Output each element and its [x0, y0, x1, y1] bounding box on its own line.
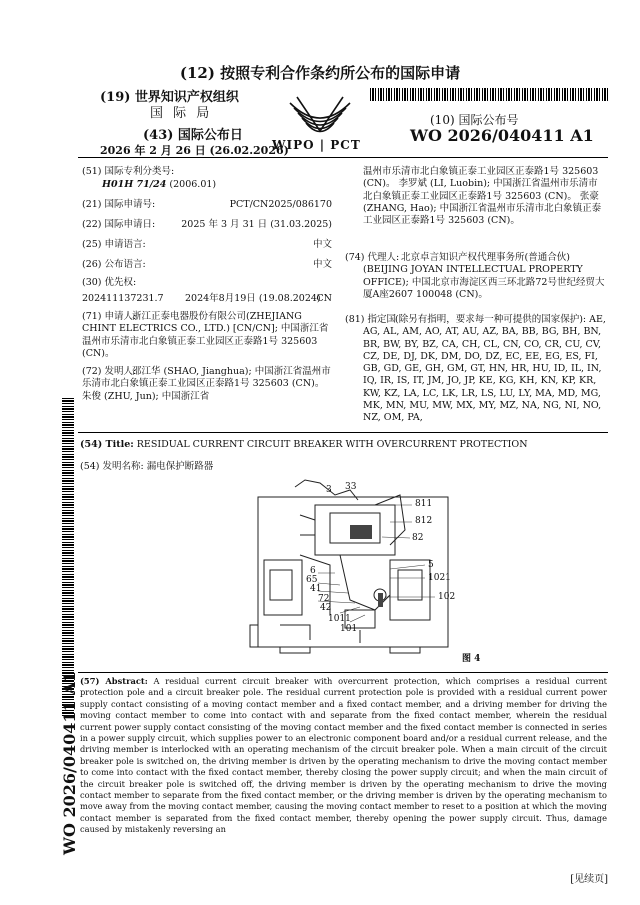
figure-label: 33	[345, 482, 357, 492]
figure-label: 72	[318, 594, 330, 604]
field-26-label: (26) 公布语言:	[82, 259, 146, 270]
chinese-title-label: (54) 发明名称:	[80, 461, 144, 472]
field-81-text: (除另有指明，要求每一种可提供的国家保护): AE, AG, AL, AM, AO, AT, AU, AZ, BA, BB, BG, BH, BN, BR, BW, BY, BZ, CA, CH, CL, CN, CO, CR, CU, CV, CZ, DE, DJ, DK, DM, DO, DZ, EC, EE, EG, ES, FI, GB, GD, GE, GH, GM, GT, HN, HR, HU, ID, IL, IN, IQ, IR, IS, IT, JM, JO, JP, KE, KG, KH, KN, KP, KR, KW, KZ, LA, LC, LK, LR, LS, LU, LY, MA, MD, MG, MK, MN, MU, MW, MX, MY, MZ, NA, NG, NI, NO, NZ, OM, PA,	[363, 314, 606, 424]
field-30-country: CN	[316, 293, 332, 304]
field-25-label: (25) 申请语言:	[82, 239, 146, 250]
english-title-line	[80, 439, 528, 450]
figure-label: 6	[310, 566, 316, 576]
figure-label: 812	[415, 516, 433, 526]
field-71-label: (71) 申请人:	[82, 311, 137, 322]
publication-date-label: (43) 国际公布日	[143, 128, 243, 143]
english-title: RESIDUAL CURRENT CIRCUIT BREAKER WITH OVERCURRENT PROTECTION	[136, 439, 528, 450]
field-25-value: 中文	[312, 239, 332, 250]
figure-label: 65	[306, 575, 318, 585]
field-51-year: (2006.01)	[169, 179, 217, 190]
publication-date: 2026 年 2 月 26 日 (26.02.2026)	[100, 144, 289, 157]
field-72-text: 邵江华 (SHAO, Jianghua); 中国浙江省温州市乐清市北白象镇正泰工业园区正泰路1号 325603 (CN)。 朱俊 (ZHU, Jun); 中国浙江省	[82, 366, 331, 402]
field-30-number: 202411137231.7	[82, 293, 164, 304]
side-publication-number: WO 2026/040411 A1	[60, 671, 79, 855]
abstract-label: (57) Abstract:	[80, 676, 148, 686]
publication-number: WO 2026/040411 A1	[410, 126, 594, 145]
chinese-title: 漏电保护断路器	[146, 461, 214, 472]
english-title-label: (54) Title:	[80, 439, 134, 450]
abstract	[80, 676, 607, 836]
side-barcode-icon	[62, 398, 74, 718]
divider	[78, 157, 608, 158]
figure-label: 1021	[428, 573, 451, 583]
field-51-value: H01H 71/24	[102, 179, 167, 190]
patent-figure	[240, 475, 490, 664]
field-26-value: 中文	[312, 259, 332, 270]
divider	[78, 672, 608, 673]
chinese-title-line	[80, 458, 213, 472]
figure-label: 3	[326, 485, 332, 495]
figure-label: 5	[428, 560, 434, 570]
field-22-value: 2025 年 3 月 31 日 (31.03.2025)	[181, 219, 332, 230]
continued-page-note: [见续页]	[570, 874, 608, 885]
figure-label: 41	[310, 584, 322, 594]
figure-label: 82	[412, 533, 424, 543]
field-71-text: 浙江正泰电器股份有限公司(ZHEJIANG CHINT ELECTRICS CO., LTD.) [CN/CN]; 中国浙江省温州市乐清市北白象镇正泰工业园区正泰路1号 325603 (CN)。	[82, 311, 329, 359]
abstract-text: A residual current circuit breaker with overcurrent protection, which comprises a residual current protection pole and a circuit breaker pole. The residual current protection pole is provided with a residual current power supply contact consisting of a moving contact member and a fixed contact member, and a driving member for driving the moving contact member to come into contact with and separate from the fixed contact member, wherein the residual current power supply contact consisting of the moving contact member and the fixed contact member is connected in series in a power supply circuit, which supplies power to an electronic component board and/or a residual current release, and the driving member is interlocked with an operating mechanism of the circuit breaker pole. When a main circuit of the circuit breaker pole is switched on, the driving member is driven by the operating mechanism to drive the moving contact member to come into contact with the fixed contact member, thereby closing the power supply circuit; and when the main circuit of the circuit breaker pole is switched off, the driving member is driven by the operating mechanism to drive the moving contact member to separate from the fixed contact member, or the driving member is driven by the operating mechanism to move away from the moving contact member, causing the moving contact member to reset to a position at which the moving contact member is separated from the fixed contact member, thereby opening the power supply circuit. Thus, damage caused by mistakenly reversing an	[80, 676, 608, 835]
figure-label: 1011	[328, 614, 351, 624]
field-21-value: PCT/CN2025/086170	[229, 199, 332, 210]
field-81-label: (81) 指定国	[345, 314, 397, 325]
field-51-value-line	[102, 179, 216, 191]
organization-bureau: 国 际 局	[150, 106, 213, 121]
field-51-label: (51) 国际专利分类号:	[82, 166, 175, 177]
breaker-drawing-icon	[240, 475, 490, 660]
inventors-continued: 温州市乐清市北白象镇正泰工业园区正泰路1号 325603 (CN)。 李罗斌 (LI, Luobin); 中国浙江省温州市乐清市北白象镇正泰工业园区正泰路1号 325603 (CN)。 张豪 (ZHANG, Hao); 中国浙江省温州市乐清市北白象镇正泰工业园区正泰路1号 325603 (CN)。	[363, 166, 602, 227]
document-title: (12) 按照专利合作条约所公布的国际申请	[179, 64, 461, 82]
figure-label: 102	[438, 592, 456, 602]
field-74-text: 北京卓言知识产权代理事务所(普通合伙) (BEIJING JOYAN INTELLECTUAL PROPERTY OFFICE); 中国北京市海淀区西三环北路72号世纪经贸大厦A座2607 100048 (CN)。	[363, 252, 605, 300]
publication-number-label: (10) 国际公布号	[430, 113, 519, 127]
field-72-label: (72) 发明人:	[82, 366, 137, 377]
organization-name: (19) 世界知识产权组织	[100, 90, 239, 105]
field-30-date: 2024年8月19日 (19.08.2024)	[185, 293, 321, 304]
field-21-label: (21) 国际申请号:	[82, 199, 156, 210]
barcode-icon	[370, 88, 610, 101]
wipo-logo-text: WIPO | PCT	[272, 138, 361, 152]
divider	[78, 432, 608, 433]
field-30-label: (30) 优先权:	[82, 277, 137, 288]
field-22-label: (22) 国际申请日:	[82, 219, 156, 230]
figure-label: 101	[340, 624, 358, 634]
figure-label: 811	[415, 499, 433, 509]
field-74-label: (74) 代理人:	[345, 252, 400, 263]
figure-label: 42	[320, 603, 332, 613]
figure-caption: 图 4	[462, 654, 481, 664]
